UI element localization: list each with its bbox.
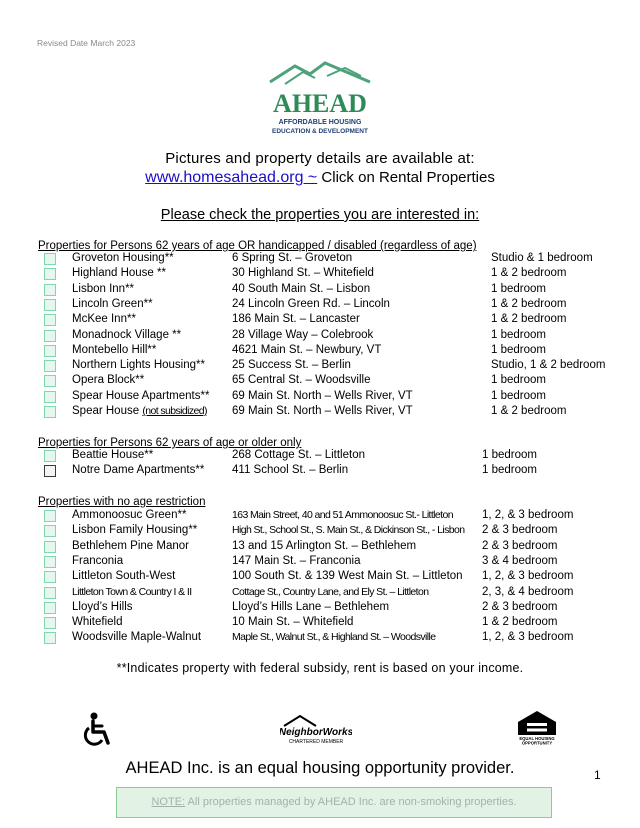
property-row <box>0 524 640 540</box>
property-checkbox[interactable] <box>44 587 56 599</box>
info-line-2 <box>0 169 640 187</box>
property-row <box>0 329 640 345</box>
note-label: NOTE: <box>151 796 186 808</box>
property-address: 268 Cottage St. – Littleton <box>232 449 365 461</box>
property-row <box>0 586 640 602</box>
equal-opportunity-statement: AHEAD Inc. is an equal housing opportunity provider. <box>125 759 515 777</box>
section-heading-62-only: Properties for Persons 62 years of age or older only <box>38 437 302 449</box>
property-name: Spear House Apartments** <box>72 390 210 402</box>
property-row <box>0 405 640 421</box>
property-checkbox[interactable] <box>44 284 56 296</box>
property-name-main: Spear House <box>72 405 143 417</box>
property-address: 65 Central St. – Woodsville <box>232 374 371 386</box>
property-name: Ammonoosuc Green** <box>72 509 187 521</box>
property-checkbox[interactable] <box>44 617 56 629</box>
logo-tagline-1: AFFORDABLE HOUSING <box>278 119 362 126</box>
property-checkbox[interactable] <box>44 330 56 342</box>
property-units: 1 bedroom <box>482 449 537 461</box>
website-link[interactable]: www.homesahead.org ~ <box>145 169 318 186</box>
page-number: 1 <box>594 768 601 782</box>
property-name: Opera Block** <box>72 374 145 386</box>
property-units: Studio & 1 bedroom <box>491 252 593 264</box>
property-name: Monadnock Village ** <box>72 329 182 341</box>
property-name: Franconia <box>72 555 124 567</box>
property-units: 1 bedroom <box>491 344 546 356</box>
property-name: Notre Dame Apartments** <box>72 464 205 476</box>
property-row <box>0 570 640 586</box>
property-address: 186 Main St. – Lancaster <box>232 313 360 325</box>
property-units: 1 bedroom <box>491 329 546 341</box>
property-row <box>0 631 640 647</box>
property-address: 13 and 15 Arlington St. – Bethlehem <box>232 540 417 552</box>
property-address: Lloyd’s Hills Lane – Bethlehem <box>232 601 390 613</box>
property-units: 3 & 4 bedroom <box>482 555 558 567</box>
property-units: 2, 3, & 4 bedroom <box>482 586 574 598</box>
property-checkbox[interactable] <box>44 556 56 568</box>
property-address: 40 South Main St. – Lisbon <box>232 283 371 295</box>
property-address: 69 Main St. North – Wells River, VT <box>232 405 413 417</box>
property-row <box>0 374 640 390</box>
property-units: 2 & 3 bedroom <box>482 540 558 552</box>
logo-tagline-2: EDUCATION & DEVELOPMENT <box>272 128 368 135</box>
property-name: Lloyd’s Hills <box>72 601 133 613</box>
property-units: 1 & 2 bedroom <box>491 313 567 325</box>
neighborworks-name: NeighborWorks <box>280 727 352 738</box>
property-address: 4621 Main St. – Newbury, VT <box>232 344 382 356</box>
property-name: Lisbon Inn** <box>72 283 135 295</box>
property-address: 411 School St. – Berlin <box>232 464 349 476</box>
property-address: 10 Main St. – Whitefield <box>232 616 354 628</box>
property-address: 25 Success St. – Berlin <box>232 359 351 371</box>
property-checkbox[interactable] <box>44 450 56 462</box>
property-checkbox[interactable] <box>44 375 56 387</box>
property-row <box>0 283 640 299</box>
property-name: Lincoln Green** <box>72 298 153 310</box>
property-row <box>0 390 640 406</box>
property-address: Maple St., Walnut St., & Highland St. – Woodsville <box>232 631 436 643</box>
property-name: Bethlehem Pine Manor <box>72 540 189 552</box>
property-row <box>0 449 640 465</box>
property-checkbox[interactable] <box>44 541 56 553</box>
property-row <box>0 359 640 375</box>
property-units: 1 bedroom <box>491 390 546 402</box>
property-checkbox[interactable] <box>44 525 56 537</box>
property-name <box>72 405 207 417</box>
property-address: 147 Main St. – Franconia <box>232 555 361 567</box>
property-name: Woodsville Maple-Walnut <box>72 631 202 643</box>
property-address: 69 Main St. North – Wells River, VT <box>232 390 413 402</box>
property-checkbox[interactable] <box>44 299 56 311</box>
property-row <box>0 616 640 632</box>
property-units: 1 & 2 bedroom <box>482 616 558 628</box>
property-units: 1 bedroom <box>482 464 537 476</box>
property-units: 2 & 3 bedroom <box>482 601 558 613</box>
subsidy-footnote: **Indicates property with federal subsidy, rent is based on your income. <box>116 661 524 675</box>
property-checkbox[interactable] <box>44 406 56 418</box>
section-heading-62-or-disabled: Properties for Persons 62 years of age OR handicapped / disabled (regardless of age) <box>38 240 477 252</box>
equal-housing-line-2: OPPORTUNITY <box>521 740 553 745</box>
property-name: Beattie House** <box>72 449 154 461</box>
note-text: All properties managed by AHEAD Inc. are non-smoking properties. <box>185 796 517 808</box>
equal-housing-icon <box>512 709 562 750</box>
section-heading-no-age-restriction: Properties with no age restriction <box>38 496 206 508</box>
property-units: 1 & 2 bedroom <box>491 405 567 417</box>
property-checkbox[interactable] <box>44 571 56 583</box>
property-units: 1 bedroom <box>491 374 546 386</box>
property-row <box>0 313 640 329</box>
property-name: Lisbon Family Housing** <box>72 524 198 536</box>
property-checkbox[interactable] <box>44 391 56 403</box>
instructions-heading: Please check the properties you are interested in: <box>160 207 480 223</box>
property-checkbox[interactable] <box>44 602 56 614</box>
property-checkbox[interactable] <box>44 632 56 644</box>
ahead-logo <box>265 60 375 140</box>
logo-name: AHEAD <box>273 89 367 118</box>
property-row <box>0 252 640 268</box>
property-row <box>0 464 640 480</box>
property-checkbox[interactable] <box>44 465 56 477</box>
property-units: 1 & 2 bedroom <box>491 267 567 279</box>
property-units: 1 & 2 bedroom <box>491 298 567 310</box>
neighborworks-logo <box>280 714 352 751</box>
property-checkbox[interactable] <box>44 314 56 326</box>
property-checkbox[interactable] <box>44 510 56 522</box>
property-row <box>0 601 640 617</box>
property-row <box>0 267 640 283</box>
property-name: McKee Inn** <box>72 313 136 325</box>
property-address: 6 Spring St. – Groveton <box>232 252 353 264</box>
property-name: Northern Lights Housing** <box>72 359 205 371</box>
info-line-2-rest: Click on Rental Properties <box>317 169 495 186</box>
property-address: 24 Lincoln Green Rd. – Lincoln <box>232 298 390 310</box>
neighborworks-sub: CHARTERED MEMBER <box>288 739 344 745</box>
property-row <box>0 298 640 314</box>
property-units: 1 bedroom <box>491 283 546 295</box>
property-checkbox[interactable] <box>44 268 56 280</box>
property-units: 1, 2, & 3 bedroom <box>482 570 574 582</box>
property-row <box>0 344 640 360</box>
property-name-note: (not subsidized) <box>142 405 207 417</box>
info-line-1: Pictures and property details are available at: <box>165 150 475 167</box>
property-address: High St., School St., S. Main St., & Dickinson St., - Lisbon <box>232 524 465 536</box>
property-name: Littleton Town & Country I & II <box>72 586 192 598</box>
property-row <box>0 509 640 525</box>
property-row <box>0 555 640 571</box>
property-address: 30 Highland St. – Whitefield <box>232 267 374 279</box>
non-smoking-note <box>116 787 552 818</box>
property-row <box>0 540 640 556</box>
property-address: 28 Village Way – Colebrook <box>232 329 374 341</box>
property-name: Groveton Housing** <box>72 252 174 264</box>
property-units: 1, 2, & 3 bedroom <box>482 509 574 521</box>
property-address: Cottage St., Country Lane, and Ely St. – Littleton <box>232 586 429 598</box>
property-name: Highland House ** <box>72 267 166 279</box>
wheelchair-icon <box>80 712 114 753</box>
ahead-roof-icon <box>265 60 375 140</box>
property-address: 100 South St. & 139 West Main St. – Littleton <box>232 570 463 582</box>
property-units: 1, 2, & 3 bedroom <box>482 631 574 643</box>
property-units: 2 & 3 bedroom <box>482 524 558 536</box>
property-address: 163 Main Street, 40 and 51 Ammonoosuc St.- Littleton <box>232 509 453 521</box>
property-name: Montebello Hill** <box>72 344 157 356</box>
property-name: Littleton South-West <box>72 570 176 582</box>
property-checkbox[interactable] <box>44 253 56 265</box>
property-checkbox[interactable] <box>44 345 56 357</box>
property-name: Whitefield <box>72 616 123 628</box>
property-checkbox[interactable] <box>44 360 56 372</box>
property-units: Studio, 1 & 2 bedroom <box>491 359 606 371</box>
revised-date: Revised Date March 2023 <box>37 38 136 48</box>
equal-housing-line-1: EQUAL HOUSING <box>519 736 555 741</box>
